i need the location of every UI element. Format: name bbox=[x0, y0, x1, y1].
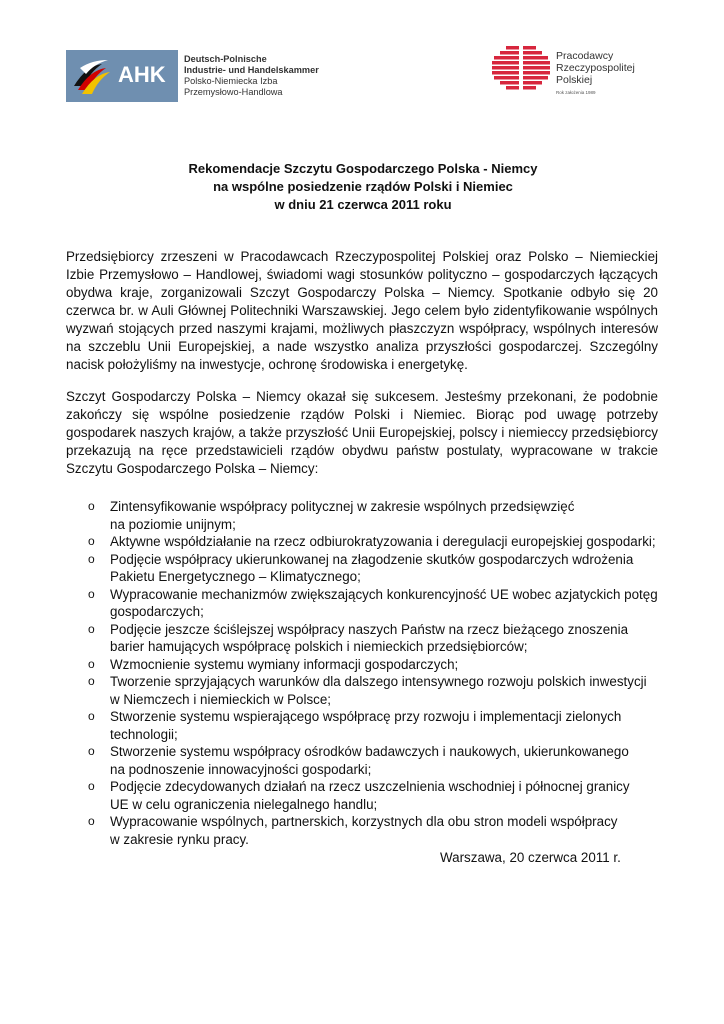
ahk-line-2: Industrie- und Handelskammer bbox=[184, 65, 319, 75]
pracodawcy-logo bbox=[492, 46, 648, 104]
ahk-logo bbox=[66, 50, 336, 102]
recommendation-item bbox=[88, 498, 668, 533]
recommendation-line: Stworzenie systemu wspierającego współpracę przy rozwoju i implementacji zielonych bbox=[110, 709, 622, 724]
bullet-circle-icon: o bbox=[88, 674, 95, 688]
bullet-circle-icon: o bbox=[88, 534, 95, 548]
bullet-circle-icon: o bbox=[88, 709, 95, 723]
pracodawcy-stripes-icon bbox=[492, 46, 550, 92]
recommendation-line: Tworzenie sprzyjających warunków dla dalszego intensywnego rozwoju polskich inwestycji bbox=[110, 674, 647, 689]
recommendation-item bbox=[88, 813, 668, 848]
recommendation-line-continued: na poziomie unijnym; bbox=[110, 516, 236, 532]
bullet-circle-icon: o bbox=[88, 656, 95, 671]
title-line-2: na wspólne posiedzenie rządów Polski i Niemiec bbox=[213, 179, 513, 194]
document-title bbox=[66, 160, 660, 214]
recommendation-line: Wypracowanie mechanizmów zwiększających konkurencyjność UE wobec azjatyckich potęg bbox=[110, 586, 658, 602]
ahk-abbreviation: AHK bbox=[118, 62, 166, 87]
recommendation-line-continued: barier hamujących współpracę polskich i niemieckich przedsiębiorców; bbox=[110, 639, 528, 654]
bullet-circle-icon: o bbox=[88, 551, 95, 566]
recommendation-item bbox=[88, 743, 668, 778]
intro-paragraph: Przedsiębiorcy zrzeszeni w Pracodawcach Rzeczypospolitej Polskiej oraz Polsko – Niemieckiej Izbie Przemysłowo – Handlowej, świadomi wagi stosunków polityczno – gospodarczych łączących obydwa kraje, zorganizowali Szczyt Gospodarczy Polska – Niemcy. Spotkanie odbyło się 20 czerwca br. w Auli Głównej Politechniki Warszawskiej. Jego celem było zidentyfikowanie wspólnych wyzwań stojących przed naszymi krajami, możliwych płaszczyzn współpracy, wspólnych interesów na szczeblu Unii Europejskiej, a nade wszystko analiza przyszłości gospodarczej. Szczególny nacisk położyliśmy na inwestycje, ochronę środowiska i energetykę. bbox=[66, 249, 658, 372]
place-date-signature: Warszawa, 20 czerwca 2011 r. bbox=[440, 850, 621, 865]
recommendation-line: Podjęcie jeszcze ściślejszej współpracy naszych Państw na rzecz bieżącego znoszenia bbox=[110, 621, 629, 637]
title-line-1: Rekomendacje Szczytu Gospodarczego Polska - Niemcy bbox=[188, 161, 538, 176]
recommendation-item bbox=[88, 708, 668, 743]
recommendation-item bbox=[88, 551, 668, 586]
recommendation-line: Aktywne współdziałanie na rzecz odbiurokratyzowania i deregulacji europejskiej gospodarki; bbox=[110, 534, 656, 549]
pracodawcy-line-2: Rzeczypospolitej bbox=[556, 62, 635, 74]
ahk-logo-box bbox=[66, 50, 178, 102]
recommendation-item bbox=[88, 673, 668, 708]
recommendation-line: Wzmocnienie systemu wymiany informacji gospodarczych; bbox=[110, 656, 459, 672]
bullet-circle-icon: o bbox=[88, 499, 95, 513]
recommendation-line: Stworzenie systemu współpracy ośrodków badawczych i naukowych, ukierunkowanego bbox=[110, 744, 629, 759]
bullet-circle-icon: o bbox=[88, 814, 95, 828]
recommendation-line: Wypracowanie wspólnych, partnerskich, korzystnych dla obu stron modeli współpracy bbox=[110, 814, 618, 829]
ahk-name-text bbox=[184, 54, 319, 98]
ahk-line-4: Przemysłowo-Handlowa bbox=[184, 87, 283, 97]
recommendation-item bbox=[88, 621, 668, 656]
title-line-3: w dniu 21 czerwca 2011 roku bbox=[274, 197, 452, 212]
recommendation-line-continued: gospodarczych; bbox=[110, 604, 204, 619]
bullet-circle-icon: o bbox=[88, 621, 95, 636]
ahk-line-1: Deutsch-Polnische bbox=[184, 54, 267, 64]
recommendation-line-continued: UE w celu ograniczenia nielegalnego handlu; bbox=[110, 796, 378, 812]
recommendation-line: Podjęcie zdecydowanych działań na rzecz uszczelnienia wschodniej i północnej granicy bbox=[110, 779, 630, 794]
pracodawcy-name-text bbox=[556, 50, 635, 96]
pracodawcy-line-3: Polskiej bbox=[556, 74, 593, 86]
recommendation-line-continued: na podnoszenie innowacyjności gospodarki; bbox=[110, 761, 372, 777]
bullet-circle-icon: o bbox=[88, 779, 95, 793]
recommendation-item bbox=[88, 533, 668, 551]
pracodawcy-tagline: Rok założenia 1989 bbox=[556, 90, 596, 95]
bullet-circle-icon: o bbox=[88, 586, 95, 601]
recommendation-item bbox=[88, 656, 668, 674]
recommendation-line: Podjęcie współpracy ukierunkowanej na złagodzenie skutków gospodarczych wdrożenia bbox=[110, 551, 634, 567]
recommendation-item bbox=[88, 586, 668, 621]
recommendation-line-continued: technologii; bbox=[110, 726, 178, 742]
recommendation-line-continued: w Niemczech i niemieckich w Polsce; bbox=[110, 691, 332, 707]
flag-swoosh-icon bbox=[72, 56, 112, 96]
recommendation-line: Zintensyfikowanie współpracy politycznej w zakresie wspólnych przedsięwzięć bbox=[110, 499, 575, 514]
summary-paragraph: Szczyt Gospodarczy Polska – Niemcy okazał się sukcesem. Jesteśmy przekonani, że podobnie zakończy się wspólne posiedzenie rządów Polski i Niemiec. Biorąc pod uwagę potrzeby gospodarek naszych krajów, a także przyszłość Unii Europejskiej, polscy i niemieccy przedsiębiorcy przekazują na ręce przedstawicieli rządów obydwu państw postulaty, wypracowane w trakcie Szczytu Gospodarczego Polska – Niemcy: bbox=[66, 389, 658, 476]
recommendation-item bbox=[88, 778, 668, 813]
bullet-circle-icon: o bbox=[88, 744, 95, 758]
recommendation-line-continued: Pakietu Energetycznego – Klimatycznego; bbox=[110, 569, 361, 584]
pracodawcy-line-1: Pracodawcy bbox=[556, 50, 614, 62]
ahk-line-3: Polsko-Niemiecka Izba bbox=[184, 76, 278, 86]
recommendations-list bbox=[88, 498, 668, 848]
recommendation-line-continued: w zakresie rynku pracy. bbox=[110, 831, 249, 847]
